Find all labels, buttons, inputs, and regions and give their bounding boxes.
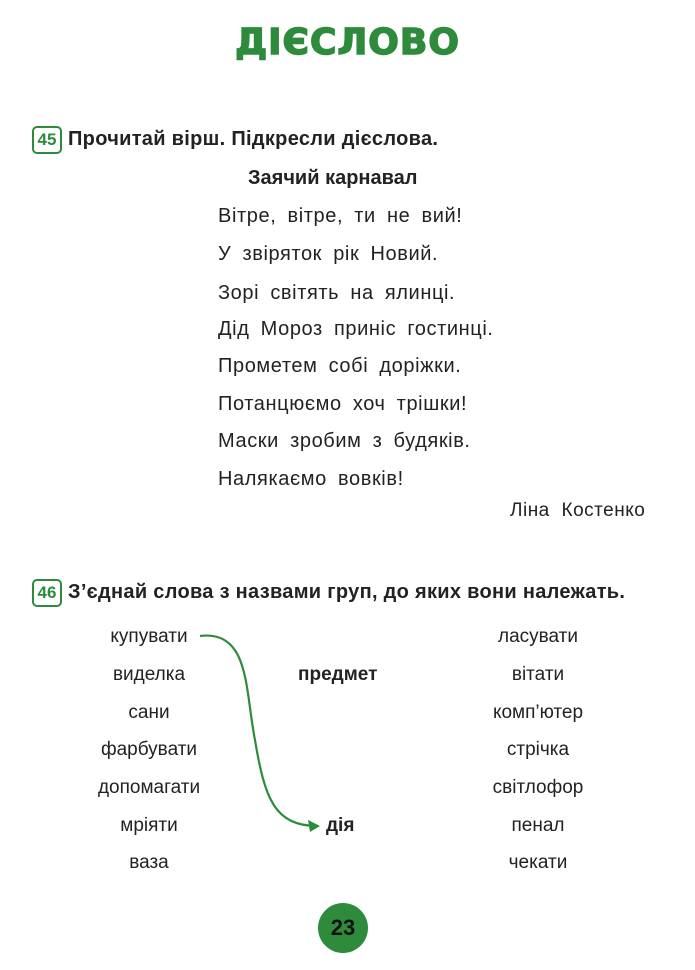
left-word: купувати (110, 626, 188, 647)
left-word: сани (128, 702, 170, 723)
right-word: комп’ютер (492, 702, 584, 723)
left-word: фарбувати (100, 739, 198, 760)
exercise-45-instruction: Прочитай вірш. Підкресли дієслова. (68, 128, 439, 150)
left-word: допомагати (97, 777, 201, 798)
left-word: мріяти (120, 815, 178, 836)
poem-line-8: Налякаємо вовків! (218, 468, 404, 490)
poem-line-3: Зорі світять на ялинці. (218, 282, 456, 304)
poem-line-5: Прометем собі доріжки. (218, 355, 462, 377)
exercise-45-number: 45 (32, 126, 62, 154)
poem-title: Заячий карнавал (248, 167, 418, 189)
poem-line-2: У звіряток рік Новий. (218, 243, 439, 265)
group-label-action: дія (326, 815, 355, 836)
page-number: 23 (318, 903, 368, 953)
poem-line-4: Дід Мороз приніс гостинці. (218, 318, 494, 340)
right-word: світлофор (492, 777, 584, 798)
right-word: чекати (508, 852, 568, 873)
arrowhead-icon (308, 820, 320, 832)
poem-author: Ліна Костенко (510, 500, 646, 521)
poem-line-1: Вітре, вітре, ти не вий! (218, 205, 463, 227)
right-word: пенал (511, 815, 565, 836)
left-word: виделка (112, 664, 186, 685)
page-title: ДІЄСЛОВО (235, 22, 460, 63)
poem-line-6: Потанцюємо хоч трішки! (218, 393, 468, 415)
left-word: ваза (129, 852, 169, 873)
group-label-object: предмет (298, 664, 378, 685)
exercise-46-number: 46 (32, 579, 62, 607)
poem-line-7: Маски зробим з будяків. (218, 430, 471, 452)
right-word: стрічка (506, 739, 570, 760)
right-word: ласувати (498, 626, 578, 647)
exercise-46-instruction: З’єднай слова з назвами груп, до яких вони належать. (68, 581, 626, 603)
right-word: вітати (511, 664, 565, 685)
